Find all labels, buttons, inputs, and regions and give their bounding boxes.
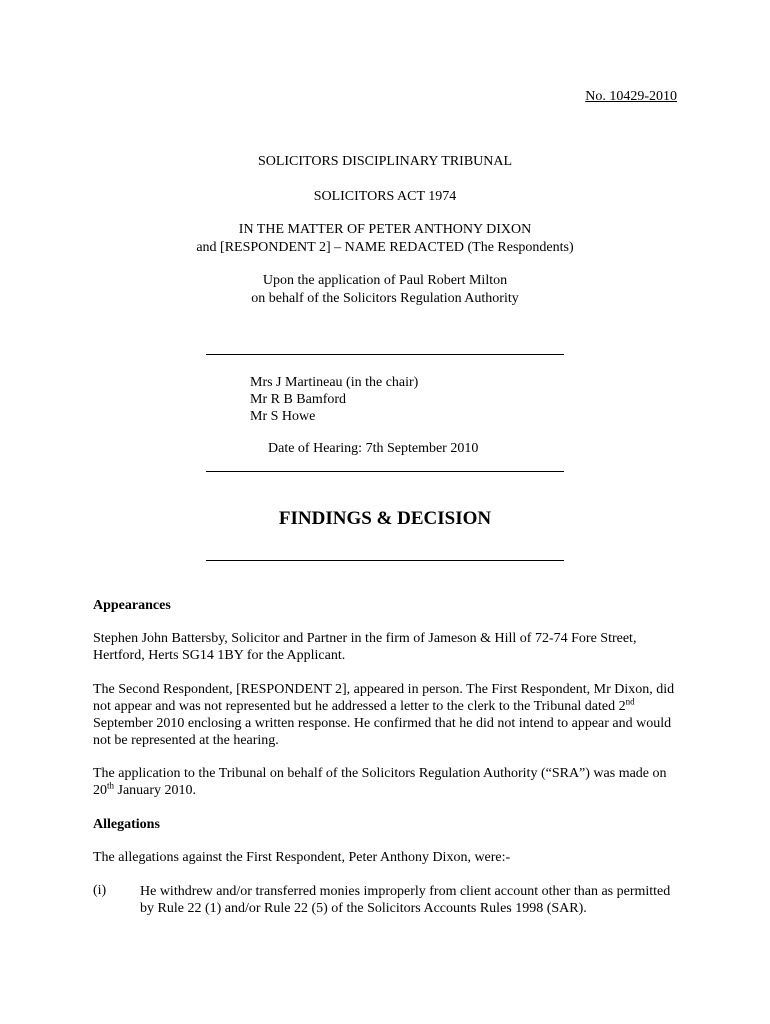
panel-member: Mrs J Martineau (in the chair) bbox=[250, 375, 419, 390]
matter-line-2: and [RESPONDENT 2] – NAME REDACTED (The Respondents) bbox=[196, 240, 574, 255]
divider-top bbox=[206, 354, 564, 355]
application-line-2: on behalf of the Solicitors Regulation Authority bbox=[251, 291, 519, 306]
appearances-heading: Appearances bbox=[93, 598, 171, 613]
paragraph-text: September 2010 enclosing a written response. He confirmed that he did not intend to appear and would not be represented at the hearing. bbox=[93, 716, 672, 748]
paragraph-text: January 2010. bbox=[114, 783, 197, 798]
application-line-1: Upon the application of Paul Robert Milton bbox=[262, 273, 508, 288]
ordinal-suffix: nd bbox=[625, 696, 635, 707]
allegations-heading: Allegations bbox=[93, 817, 160, 832]
appearances-paragraph-3 bbox=[93, 765, 683, 799]
allegation-number: (i) bbox=[93, 883, 107, 898]
panel-member: Mr R B Bamford bbox=[250, 392, 347, 407]
panel-members bbox=[250, 374, 418, 425]
divider-bottom bbox=[206, 560, 564, 561]
document-title: FINDINGS & DECISION bbox=[278, 508, 492, 529]
allegation-text: He withdrew and/or transferred monies improperly from client account other than as permitted by Rule 22 (1) and/or Rule 22 (5) of the Solicitors Accounts Rules 1998 (SAR). bbox=[140, 884, 671, 916]
allegations-intro: The allegations against the First Respondent, Peter Anthony Dixon, were:- bbox=[93, 850, 511, 865]
paragraph-text: The application to the Tribunal on behalf of the Solicitors Regulation Authority (“SRA”) was made on 20 bbox=[93, 766, 667, 798]
paragraph-text: The Second Respondent, [RESPONDENT 2], appeared in person. The First Respondent, Mr Dixon, did not appear and was not represented but he addressed a letter to the clerk to the Tribunal dated 2 bbox=[93, 682, 675, 714]
case-number: No. 10429-2010 bbox=[585, 89, 677, 104]
ordinal-suffix: th bbox=[107, 780, 115, 791]
act-title: SOLICITORS ACT 1974 bbox=[313, 189, 457, 204]
tribunal-name: SOLICITORS DISCIPLINARY TRIBUNAL bbox=[257, 154, 513, 169]
appearances-paragraph-1: Stephen John Battersby, Solicitor and Partner in the firm of Jameson & Hill of 72-74 Fore Street, Hertford, Herts SG14 1BY for the Applicant. bbox=[93, 631, 637, 663]
appearances-paragraph-2 bbox=[93, 681, 683, 749]
divider-middle bbox=[206, 471, 564, 472]
hearing-date: Date of Hearing: 7th September 2010 bbox=[268, 441, 479, 456]
matter-line-1: IN THE MATTER OF PETER ANTHONY DIXON bbox=[238, 222, 532, 237]
panel-member: Mr S Howe bbox=[250, 409, 316, 424]
